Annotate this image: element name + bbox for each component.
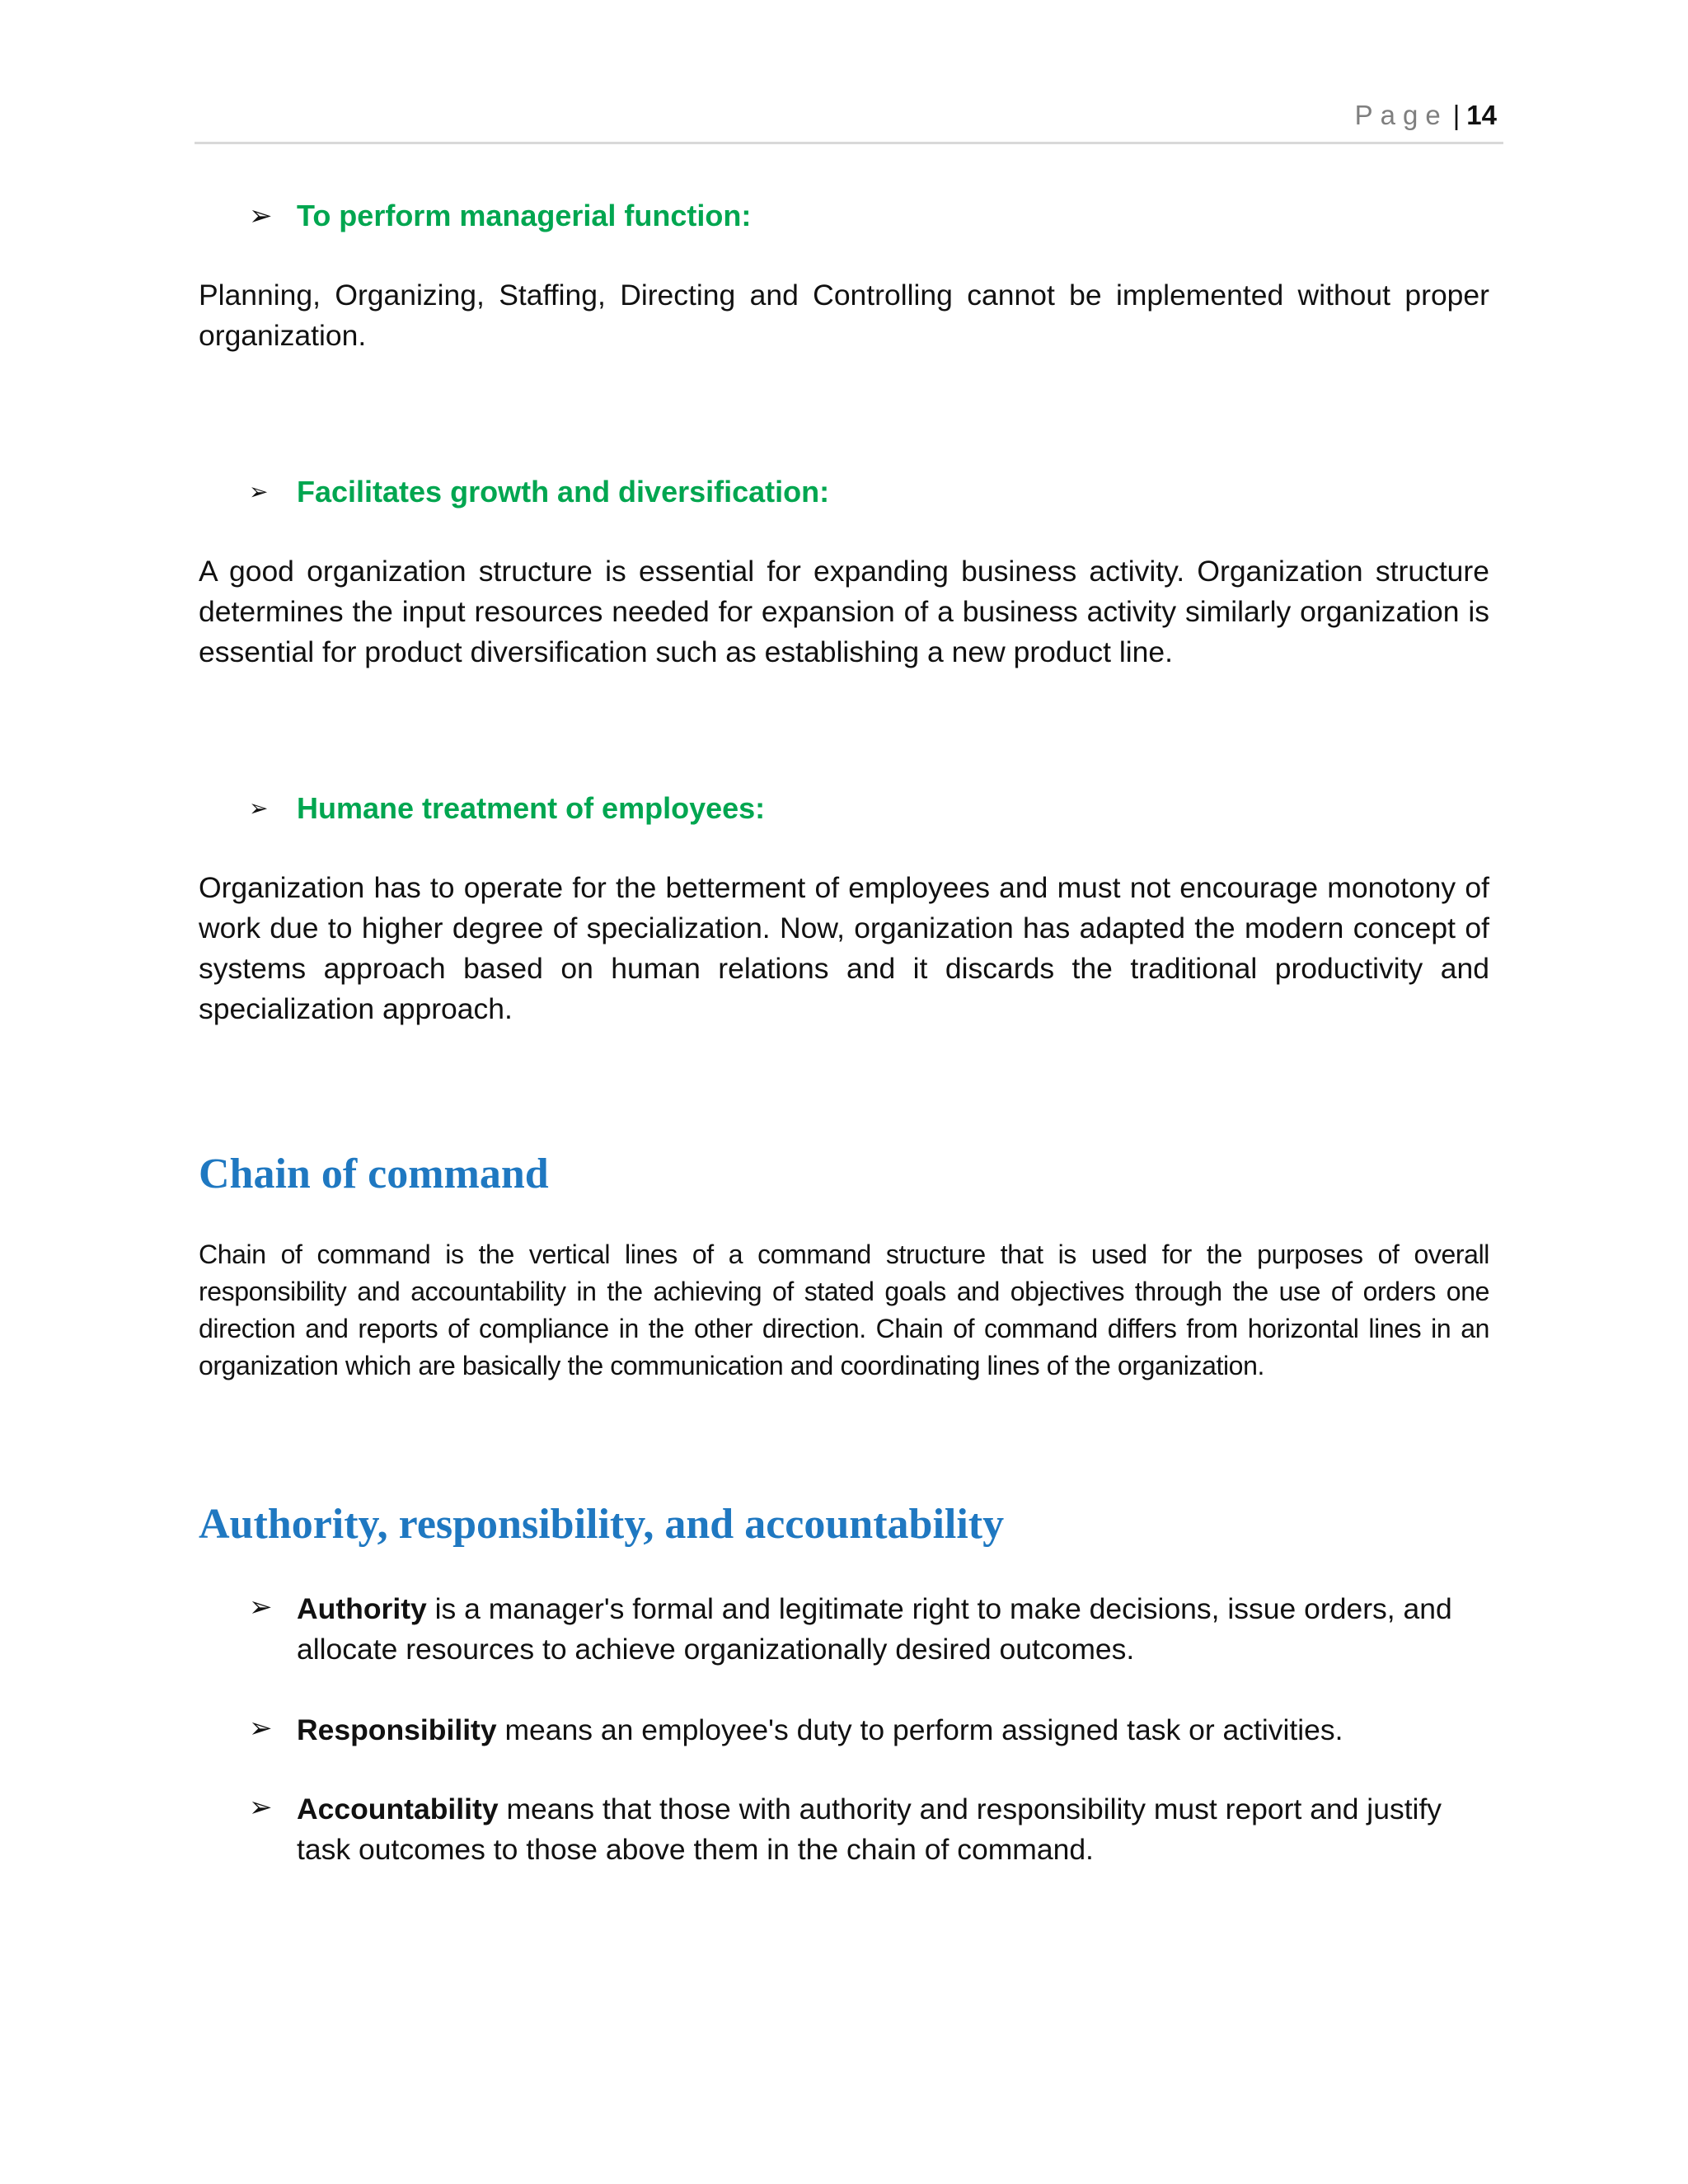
page-header bbox=[195, 92, 1503, 144]
term-accountability: Accountability bbox=[297, 1793, 499, 1825]
page-number-label bbox=[1355, 99, 1497, 132]
definition-responsibility bbox=[297, 1710, 1492, 1750]
arrow-bullet-icon: ➢ bbox=[249, 795, 269, 821]
page-number: 14 bbox=[1466, 100, 1497, 130]
definition-responsibility-text: means an employee's duty to perform assigned task or activities. bbox=[496, 1713, 1343, 1746]
arrow-bullet-icon: ➢ bbox=[249, 479, 269, 504]
arrow-bullet-icon: ➢ bbox=[249, 200, 273, 232]
section-body-managerial: Planning, Organizing, Staffing, Directing and Controlling cannot be implemented without proper organization. bbox=[199, 279, 1489, 352]
definition-authority bbox=[297, 1589, 1492, 1670]
section-heading-humane: Humane treatment of employees: bbox=[297, 791, 766, 825]
section-heading-managerial: To perform managerial function: bbox=[297, 199, 752, 232]
definition-accountability-text: means that those with authority and responsibility must report and justify task outcomes to those above them in the chain of command. bbox=[297, 1793, 1442, 1866]
term-authority: Authority bbox=[297, 1592, 427, 1625]
section-heading-growth: Facilitates growth and diversification: bbox=[297, 475, 830, 509]
arrow-bullet-icon: ➢ bbox=[249, 1792, 273, 1823]
section-body-humane: Organization has to operate for the betterment of employees and must not encourage monotony of work due to higher degree of specialization. Now, organization has adapted the modern concept of systems approach based on human relations and it discards the traditional productivity and specialization approach. bbox=[199, 871, 1489, 1025]
page-separator: | bbox=[1452, 100, 1461, 130]
definition-authority-text: is a manager's formal and legitimate right to make decisions, issue orders, and allocate resources to achieve organizationally desired outcomes. bbox=[297, 1592, 1452, 1666]
term-responsibility: Responsibility bbox=[297, 1713, 497, 1746]
arrow-bullet-icon: ➢ bbox=[249, 1713, 273, 1744]
chain-of-command-body: Chain of command is the vertical lines of a command structure that is used for the purposes of overall responsibility and accountability in the achieving of stated goals and objectives through the use of orders one direction and reports of compliance in the other direction. Chain of command differs from horizontal lines in an organization which are basically the communication and coordinating lines of the organization. bbox=[199, 1240, 1489, 1380]
definition-accountability bbox=[297, 1789, 1492, 1870]
page-label: Page bbox=[1354, 100, 1448, 130]
section-title-chain-of-command: Chain of command bbox=[199, 1151, 549, 1197]
section-body-growth: A good organization structure is essential for expanding business activity. Organization structure determines the input resources needed for expansion of a business activity similarly organization is essential for product diversification such as establishing a new product line. bbox=[199, 555, 1489, 668]
section-title-authority: Authority, responsibility, and accountability bbox=[199, 1501, 1005, 1548]
arrow-bullet-icon: ➢ bbox=[249, 1591, 273, 1623]
